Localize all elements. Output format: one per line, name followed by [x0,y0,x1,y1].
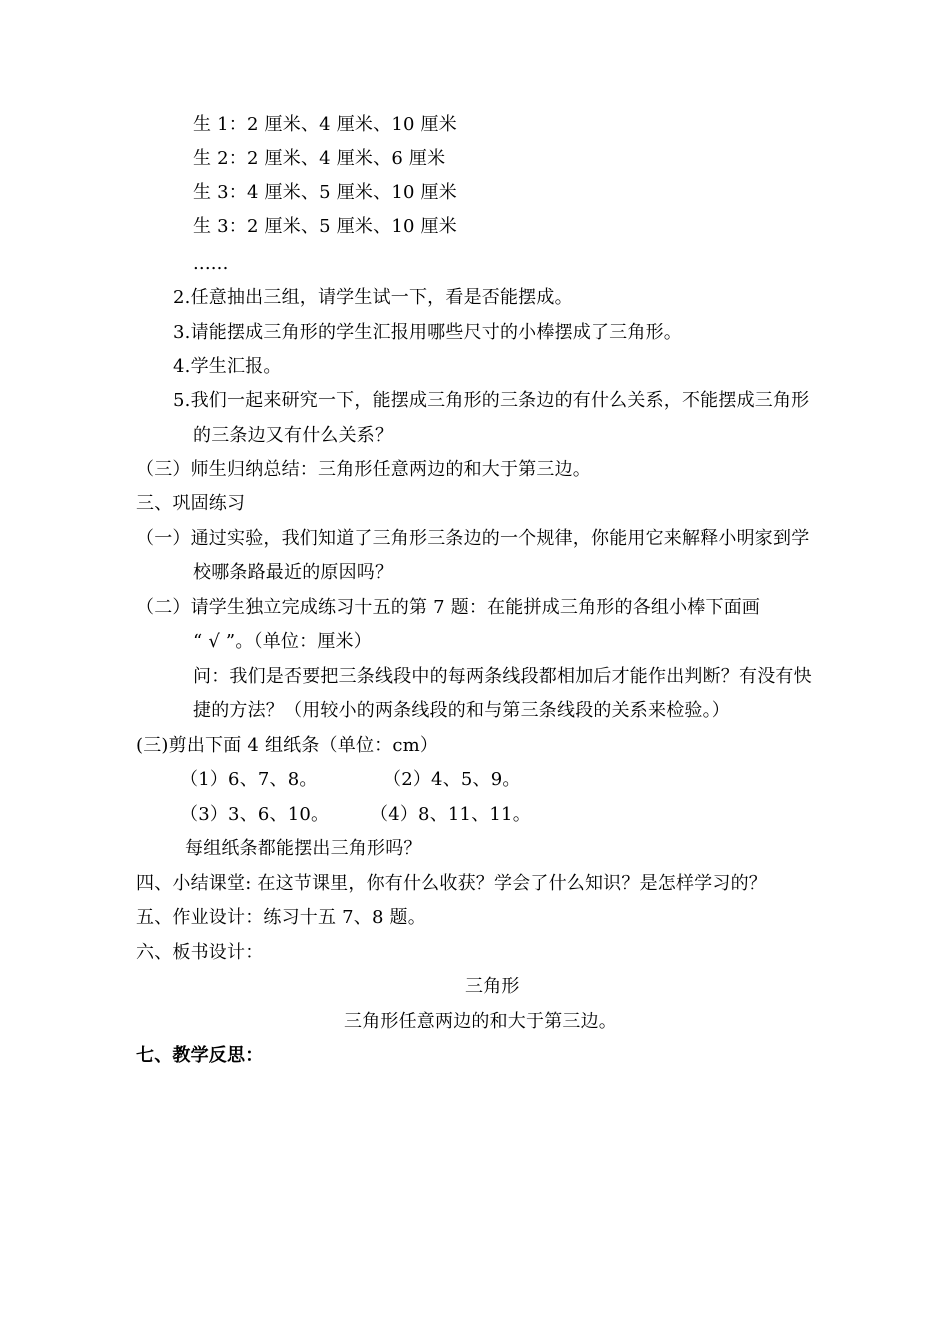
section-3-part-1-line-2: 校哪条路最近的原因吗？ [193,562,394,583]
board-title: 三角形 [465,976,520,997]
paper-group-4: （4）8、11、11。 [370,804,531,825]
board-rule: 三角形任意两边的和大于第三边。 [344,1011,617,1032]
section-7-reflection: 七、教学反思： [136,1045,264,1066]
step-3: 3.请能摆成三角形的学生汇报用哪些尺寸的小棒摆成了三角形。 [173,322,682,343]
section-3-part-1-line-1: （一）通过实验，我们知道了三角形三条边的一个规律，你能用它来解释小明家到学 [136,528,810,549]
ellipsis: ...... [193,253,229,274]
step-4: 4.学生汇报。 [173,356,282,377]
step-2: 2.任意抽出三组，请学生试一下，看是否能摆成。 [173,287,573,308]
student-answer-4: 生 3：2 厘米、5 厘米、10 厘米 [193,216,457,237]
section-3-part-2-line-2: “ √ ”。（单位：厘米） [193,631,372,652]
teacher-summary: （三）师生归纳总结：三角形任意两边的和大于第三边。 [136,459,591,480]
student-answer-2: 生 2：2 厘米、4 厘米、6 厘米 [193,148,446,169]
paper-group-1: （1）6、7、8。 [180,769,318,790]
step-5-line-2: 的三条边又有什么关系？ [193,425,394,446]
question-line-1: 问：我们是否要把三条线段中的每两条线段都相加后才能作出判断？有没有快 [193,666,812,687]
question-line-2: 捷的方法？（用较小的两条线段的和与第三条线段的关系来检验。） [193,700,730,721]
paper-group-3: （3）3、6、10。 [180,804,330,825]
section-6-board-design: 六、板书设计： [136,942,264,963]
step-5-line-1: 5.我们一起来研究一下，能摆成三角形的三条边的有什么关系，不能摆成三角形 [173,390,810,411]
student-answer-3: 生 3：4 厘米、5 厘米、10 厘米 [193,182,457,203]
paper-groups-question: 每组纸条都能摆出三角形吗？ [185,838,422,859]
paper-group-2: （2）4、5、9。 [383,769,521,790]
section-3-part-2-line-1: （二）请学生独立完成练习十五的第 7 题：在能拼成三角形的各组小棒下面画 [136,597,761,618]
section-5-homework: 五、作业设计：练习十五 7、8 题。 [136,907,426,928]
section-3-heading: 三、巩固练习 [136,493,246,514]
section-4-summary: 四、小结课堂: 在这节课里，你有什么收获？学会了什么知识？是怎样学习的？ [136,873,767,894]
student-answer-1: 生 1：2 厘米、4 厘米、10 厘米 [193,114,457,135]
section-3-part-3-heading: (三)剪出下面 4 组纸条（单位：cm） [136,735,439,756]
